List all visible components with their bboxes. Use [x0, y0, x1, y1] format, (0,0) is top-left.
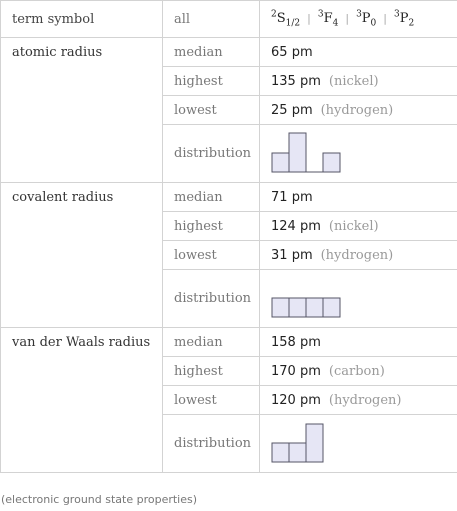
label-highest: highest — [163, 67, 260, 96]
value-cell: 158 pm — [260, 328, 457, 357]
property-covalent-radius: covalent radius — [1, 183, 163, 328]
property-van-der-waals-radius: van der Waals radius — [1, 328, 163, 473]
label-distribution: distribution — [163, 125, 260, 183]
histogram-bar — [306, 298, 323, 317]
header-term-list — [260, 1, 457, 38]
element-name: (hydrogen) — [320, 102, 394, 118]
term-separator: | — [345, 11, 350, 25]
histogram-bar — [272, 298, 289, 317]
label-lowest: lowest — [163, 241, 260, 270]
term-symbol-3: $^3P_2$ — [394, 9, 415, 29]
label-distribution: distribution — [163, 270, 260, 328]
label-lowest: lowest — [163, 96, 260, 125]
value-cell: 71 pm — [260, 183, 457, 212]
value-cell: 25 pm (hydrogen) — [260, 96, 457, 125]
label-highest: highest — [163, 357, 260, 386]
label-distribution: distribution — [163, 415, 260, 473]
distribution-histogram — [271, 277, 351, 321]
term-separator: | — [307, 11, 311, 25]
label-highest: highest — [163, 212, 260, 241]
element-name: (nickel) — [328, 73, 379, 89]
header-all: all — [163, 1, 260, 38]
distribution-histogram — [271, 132, 351, 176]
value-cell: 135 pm (nickel) — [260, 67, 457, 96]
term-separator: | — [383, 11, 387, 25]
histogram-bar — [289, 133, 306, 172]
label-median: median — [163, 38, 260, 67]
histogram-bar — [289, 443, 306, 462]
value-cell: 65 pm — [260, 38, 457, 67]
histogram-bar — [323, 298, 340, 317]
distribution-cell — [260, 125, 457, 183]
value-cell: 124 pm (nickel) — [260, 212, 457, 241]
row-atomic-median — [1, 38, 457, 67]
term-symbol-2: $^3P_0$ — [356, 9, 377, 29]
element-name: (carbon) — [328, 363, 385, 379]
row-vdw-median — [1, 328, 457, 357]
histogram-bar — [323, 153, 340, 172]
histogram-bar — [272, 443, 289, 462]
label-lowest: lowest — [163, 386, 260, 415]
header-row — [1, 1, 457, 38]
term-symbol-0: $^2S_{1/2}$ — [271, 9, 301, 29]
value-cell: 31 pm (hydrogen) — [260, 241, 457, 270]
distribution-histogram — [271, 422, 351, 466]
label-median: median — [163, 328, 260, 357]
header-term-symbol: term symbol — [1, 1, 163, 38]
element-name: (hydrogen) — [320, 247, 394, 263]
property-atomic-radius: atomic radius — [1, 38, 163, 183]
distribution-cell — [260, 415, 457, 473]
footnote: (electronic ground state properties) — [1, 493, 198, 506]
element-name: (hydrogen) — [328, 392, 402, 408]
value-cell: 170 pm (carbon) — [260, 357, 457, 386]
distribution-cell — [260, 270, 457, 328]
value-cell: 120 pm (hydrogen) — [260, 386, 457, 415]
histogram-bar — [289, 298, 306, 317]
row-covalent-median — [1, 183, 457, 212]
element-name: (nickel) — [328, 218, 379, 234]
histogram-bar — [306, 424, 323, 462]
term-symbol-1: $^3F_4$ — [317, 9, 339, 29]
histogram-bar — [272, 153, 289, 172]
label-median: median — [163, 183, 260, 212]
